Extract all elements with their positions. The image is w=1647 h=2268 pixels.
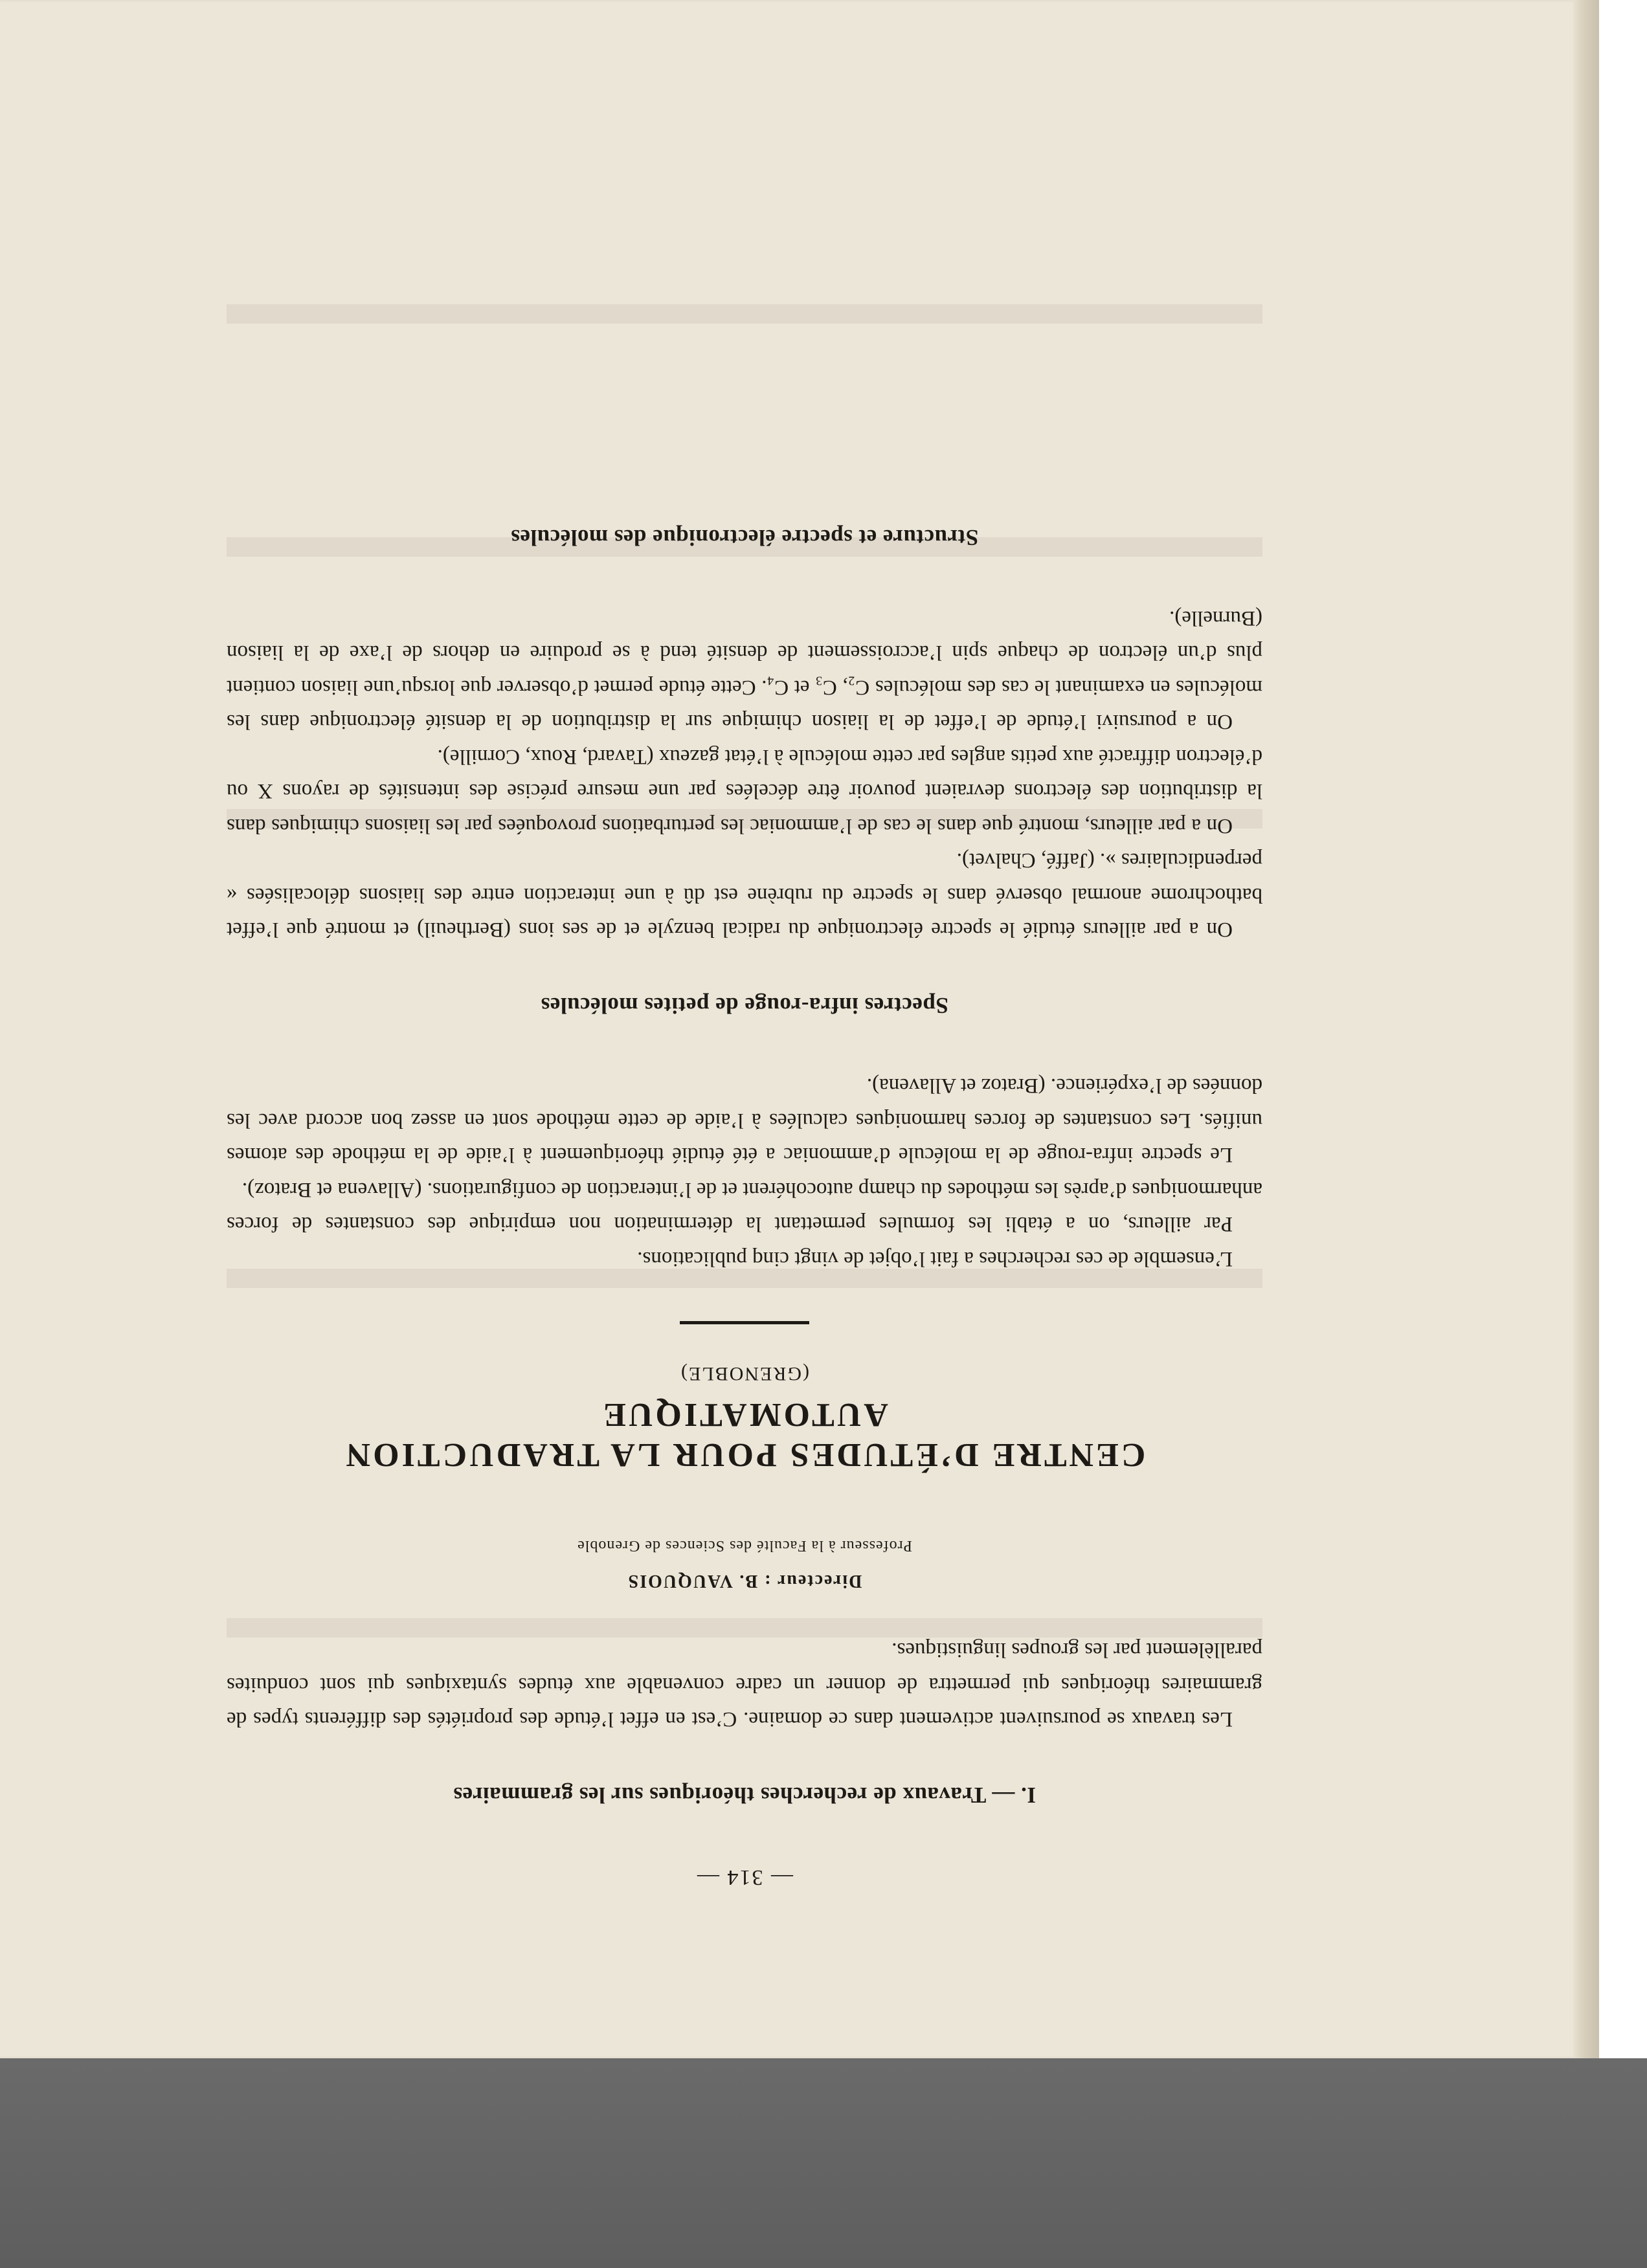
section-electronic-structure bbox=[227, 520, 1262, 947]
section-grammars bbox=[227, 1632, 1262, 1812]
separator-rule bbox=[680, 1321, 809, 1324]
section-infrared bbox=[227, 988, 1262, 1276]
section-heading: Structure et spectre électronique des molécules bbox=[510, 525, 979, 551]
director-line: Directeur : B. VAUQUOIS bbox=[627, 1571, 862, 1591]
paragraph: On a par ailleurs, montré que dans le cas de l’ammoniac les perturbations provoquées par les liaisons chimiques dans la distribution des électrons devraient pouvoir être décelées par une mesure précise des intensités de rayons X ou d’électron diffracté aux petits angles par cette molécule à l’état gazeux (Tavard, Roux, Cornille). bbox=[227, 745, 1262, 838]
paragraph: L’ensemble de ces recherches a fait l’objet de vingt cinq publications. bbox=[637, 1247, 1233, 1271]
center-title: CENTRE D’ÉTUDES POUR LA TRADUCTION AUTOMATIQUE bbox=[343, 1396, 1146, 1473]
paragraph: Le spectre infra-rouge de la molécule d’ammoniac a été étudié théoriquement à l’aide de la méthode des atomes unifiés. Les constantes de forces harmoniques calculées à l’aide de cette méthode sont en assez bon accord avec les données de l’expérience. (Bratoz et Allavena). bbox=[227, 1074, 1262, 1167]
page-content-rotated bbox=[227, 214, 1262, 1896]
director-affiliation: Professeur à la Faculté des Sciences de Grenoble bbox=[577, 1537, 912, 1554]
paragraph: On a par ailleurs étudié le spectre électronique du radical benzyle et de ses ions (Bertheuil) et montré que l’effet bathochrome anormal observé dans le spectre du rubrène est dû à une interaction entre des liaisons délocalisées « perpendiculaires ». (Jaffé, Chalvet). bbox=[227, 849, 1262, 942]
section-heading: I. — Travaux de recherches théoriques sur les grammaires bbox=[453, 1783, 1036, 1808]
page-number: — 314 — bbox=[696, 1865, 793, 1889]
center-city: (GRENOBLE) bbox=[680, 1363, 809, 1384]
section-heading: Spectres infra-rouge de petites molécules bbox=[541, 993, 948, 1018]
paragraph: On a poursuivi l’étude de l’effet de la liaison chimique sur la distribution de la densité électronique dans les molécules en examinant le cas des molécules C₂, C₃ et C₄. Cette étude permet d’observer que lorsqu’une liaison contient plus d’un électron de chaque spin l’accroissement de densité tend à se produire en dehors de l’axe de la liaison (Burnelle). bbox=[227, 606, 1262, 734]
page-edge bbox=[1573, 0, 1599, 2058]
center-header bbox=[227, 1321, 1262, 1594]
paragraph: Les travaux se poursuivent activement dans ce domaine. C’est en effet l’étude des propriétés des différents types de grammaires théoriques qui permettra de donner un cadre convenable aux études syntaxiques qui sont conduites parallèlement par les groupes linguistiques. bbox=[227, 1638, 1262, 1731]
paragraph: Par ailleurs, on a établi les formules permettant la détermination non empirique des constantes de forces anharmoniques d’après les méthodes du champ autocohérent et de l’interaction de configurations. (Allavena et Bratoz). bbox=[227, 1178, 1262, 1236]
